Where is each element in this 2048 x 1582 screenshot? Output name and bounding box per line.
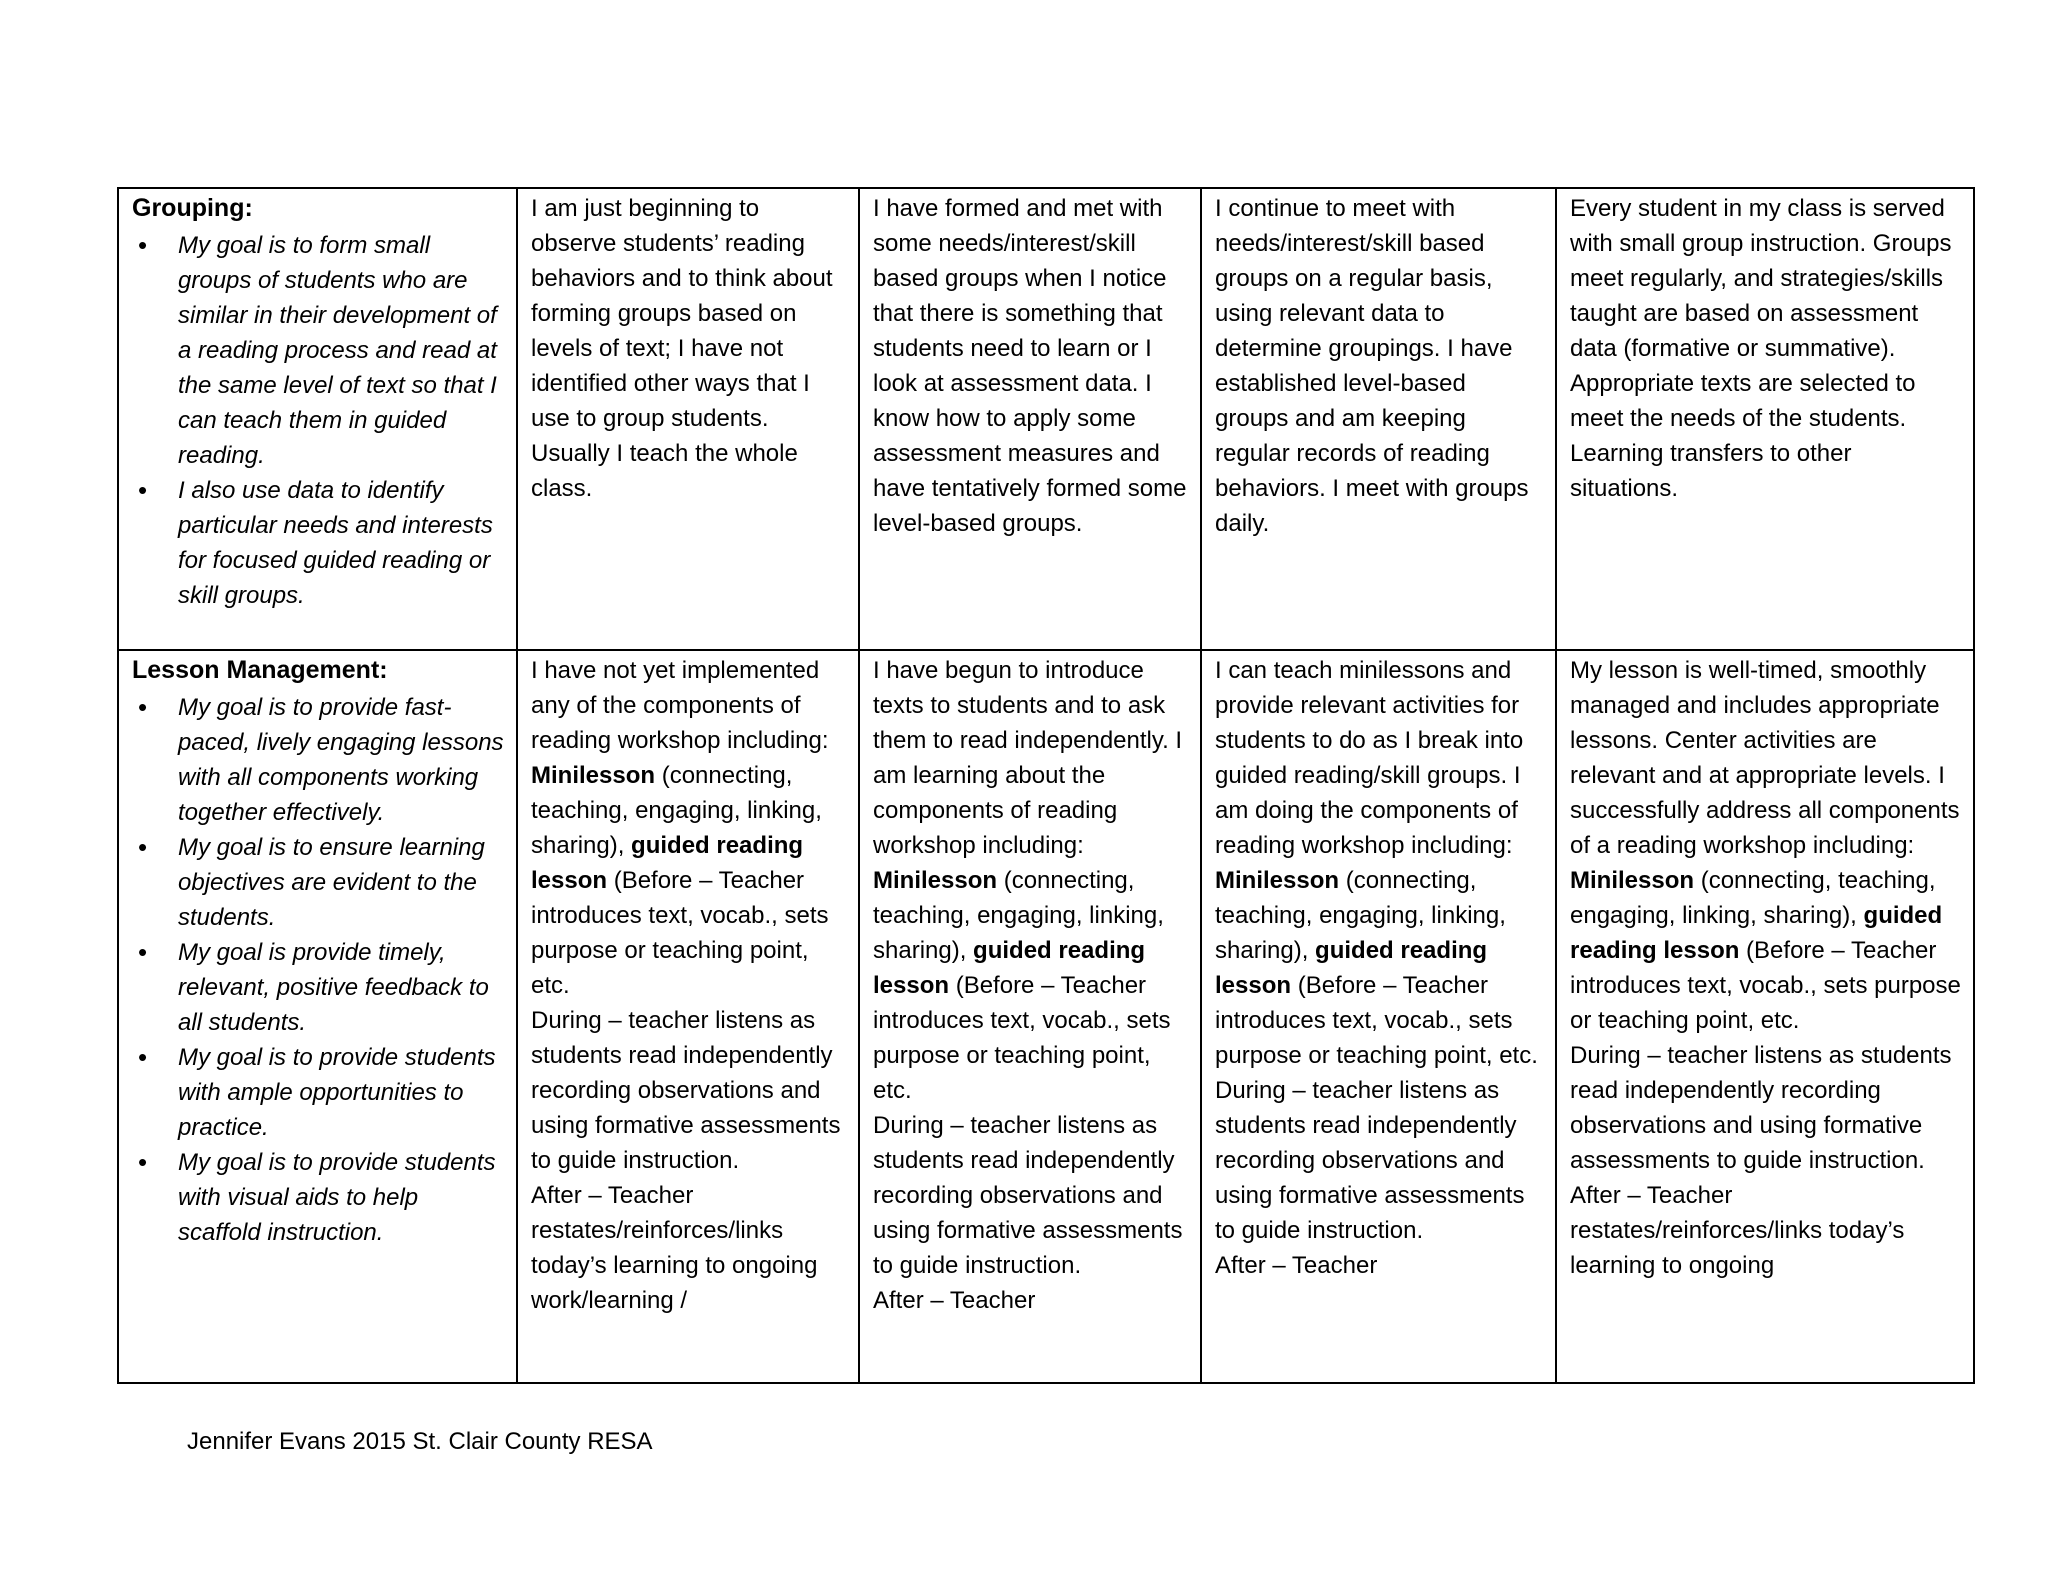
level-cell-4: [1556, 650, 1974, 1383]
minilesson-label: Minilesson: [1215, 867, 1340, 894]
minilesson-label: Minilesson: [873, 867, 998, 894]
goal-item: • My goal is to ensure learning objectives are evident to the students.: [178, 830, 506, 935]
level-intro: I have not yet implemented any of the components of reading workshop including:: [531, 657, 829, 754]
guided-reading-text: (Before – Teacher introduces text, vocab., sets purpose or teaching point, etc.: [1215, 972, 1538, 1069]
level-cell-1: [517, 650, 859, 1383]
guided-reading-text: (Before – Teacher introduces text, vocab., sets purpose or teaching point, etc.: [531, 867, 829, 999]
category-cell-lesson-management: [118, 650, 517, 1383]
minilesson-label: Minilesson: [1570, 867, 1695, 894]
goal-list: [132, 690, 506, 1250]
category-title: Lesson Management:: [132, 656, 388, 684]
after-text: After – Teacher restates/reinforces/links today’s learning to ongoing work/learning /: [531, 1182, 818, 1314]
rubric-table: [117, 187, 1975, 1384]
during-text: During – teacher listens as students read independently recording observations and using formative assessments to guide instruction.: [1570, 1042, 1952, 1174]
table-row-lesson-management: [118, 650, 1974, 1383]
guided-reading-text: (Before – Teacher introduces text, vocab., sets purpose or teaching point, etc.: [873, 972, 1171, 1104]
during-text: During – teacher listens as students read independently recording observations and using formative assessments to guide instruction.: [531, 1007, 841, 1174]
guided-reading-label: guided reading lesson: [873, 937, 1146, 999]
after-text: After – Teacher: [873, 1287, 1036, 1314]
goal-item: • My goal is to provide students with visual aids to help scaffold instruction.: [178, 1145, 506, 1250]
level-cell-3: [1201, 650, 1556, 1383]
guided-reading-label: guided reading lesson: [1570, 902, 1943, 964]
guided-reading-label: guided reading lesson: [1215, 937, 1488, 999]
goal-item: • My goal is to provide fast-paced, lively engaging lessons with all components working together effectively.: [178, 690, 506, 830]
minilesson-text: (connecting, teaching, engaging, linking, sharing),: [1215, 867, 1506, 964]
after-text: After – Teacher: [1215, 1252, 1378, 1279]
level-intro: I have begun to introduce texts to students and to ask them to read independently. I am learning about the components of reading workshop including:: [873, 657, 1183, 859]
footer-credit: Jennifer Evans 2015 St. Clair County RESA: [187, 1428, 653, 1455]
category-cell-grouping: [118, 188, 517, 650]
goal-item: • My goal is to provide students with ample opportunities to practice.: [178, 1040, 506, 1145]
minilesson-text: (connecting, teaching, engaging, linking, sharing),: [873, 867, 1164, 964]
level-cell-2: [859, 650, 1201, 1383]
level-intro: My lesson is well-timed, smoothly managed and includes appropriate lessons. Center activities are relevant and at appropriate levels. I successfully address all components of a reading workshop including:: [1570, 657, 1960, 859]
minilesson-text: (connecting, teaching, engaging, linking, sharing),: [531, 762, 822, 859]
during-text: During – teacher listens as students read independently recording observations and using formative assessments to guide instruction.: [1215, 1077, 1525, 1244]
minilesson-text: (connecting, teaching, engaging, linking, sharing),: [1570, 867, 1936, 929]
table-row-grouping: [118, 188, 1974, 650]
minilesson-label: Minilesson: [531, 762, 656, 789]
category-title: Grouping:: [132, 194, 253, 222]
level-cell-1: I am just beginning to observe students’ reading behaviors and to think about forming groups based on levels of text; I have not identified other ways that I use to group students. Usually I teach the whole class.: [517, 188, 859, 650]
goal-item: • I also use data to identify particular needs and interests for focused guided reading or skill groups.: [178, 473, 506, 613]
goal-item: • My goal is to form small groups of students who are similar in their development of a reading process and read at the same level of text so that I can teach them in guided reading.: [178, 228, 506, 473]
level-cell-2: I have formed and met with some needs/interest/skill based groups when I notice that there is something that students need to learn or I look at assessment data. I know how to apply some assessment measures and have tentatively formed some level-based groups.: [859, 188, 1201, 650]
level-intro: I can teach minilessons and provide relevant activities for students to do as I break into guided reading/skill groups. I am doing the components of reading workshop including:: [1215, 657, 1524, 859]
goal-list: [132, 228, 506, 613]
after-text: After – Teacher restates/reinforces/links today’s learning to ongoing: [1570, 1182, 1905, 1279]
guided-reading-label: guided reading lesson: [531, 832, 804, 894]
level-cell-3: I continue to meet with needs/interest/skill based groups on a regular basis, using relevant data to determine groupings. I have established level-based groups and am keeping regular records of reading behaviors. I meet with groups daily.: [1201, 188, 1556, 650]
goal-item: • My goal is provide timely, relevant, positive feedback to all students.: [178, 935, 506, 1040]
level-cell-4: Every student in my class is served with small group instruction. Groups meet regularly, and strategies/skills taught are based on assessment data (formative or summative). Appropriate texts are selected to meet the needs of the students. Learning transfers to other situations.: [1556, 188, 1974, 650]
during-text: During – teacher listens as students read independently recording observations and using formative assessments to guide instruction.: [873, 1112, 1183, 1279]
guided-reading-text: (Before – Teacher introduces text, vocab., sets purpose or teaching point, etc.: [1570, 937, 1961, 1034]
